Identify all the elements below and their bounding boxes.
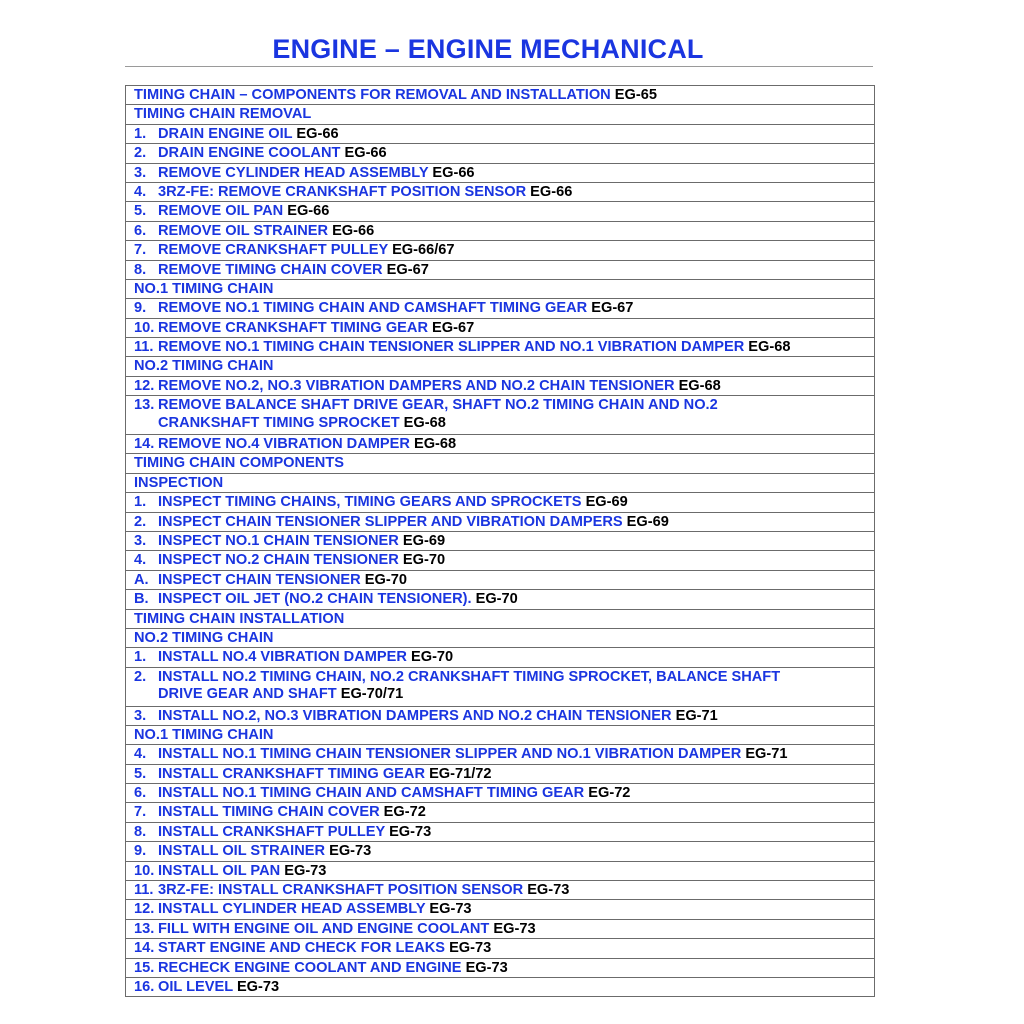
- toc-entry-number: 2.: [134, 668, 147, 685]
- toc-entry-line: [134, 843, 874, 860]
- toc-page-reference[interactable]: EG-66: [332, 222, 375, 239]
- toc-page-reference[interactable]: EG-66/67: [392, 242, 455, 259]
- toc-entry[interactable]: [126, 571, 874, 590]
- toc-entry-number: 3.: [134, 533, 147, 549]
- toc-entry-line: [134, 514, 874, 531]
- toc-page-reference[interactable]: EG-66: [287, 203, 330, 220]
- toc-entry-line: [134, 126, 874, 143]
- toc-entry-number: 15.: [134, 959, 155, 976]
- toc-entry-number: 14.: [134, 940, 155, 957]
- toc-entry-number: 2.: [134, 513, 147, 530]
- toc-entry-number: 6.: [134, 785, 147, 802]
- toc-entry-title: INSPECT TIMING CHAINS, TIMING GEARS AND SPROCKETS: [158, 494, 582, 511]
- toc-page-reference[interactable]: EG-69: [402, 533, 446, 549]
- toc-page-reference[interactable]: EG-73: [527, 882, 570, 899]
- toc-entry[interactable]: [126, 222, 874, 241]
- toc-entry-number: 1.: [134, 125, 147, 142]
- toc-page-reference[interactable]: EG-73: [284, 862, 327, 879]
- toc-entry-line: [134, 300, 874, 317]
- toc-entry-number: 13.: [134, 920, 155, 937]
- toc-entry-line: [134, 475, 874, 492]
- toc-entry-line: [134, 630, 874, 647]
- toc-entry-line: [134, 145, 874, 162]
- toc-entry-title: DRAIN ENGINE OIL: [158, 125, 293, 142]
- toc-entry[interactable]: [126, 125, 874, 144]
- toc-entry-line: [134, 979, 874, 996]
- toc-entry-title: DRAIN ENGINE COOLANT: [158, 145, 341, 162]
- toc-section-heading[interactable]: [126, 629, 874, 648]
- toc-entry[interactable]: [126, 377, 874, 396]
- toc-entry-line: [134, 184, 874, 201]
- toc-entry-number: 8.: [134, 823, 147, 840]
- toc-entry-line: [134, 203, 874, 220]
- toc-entry-line: [134, 106, 874, 123]
- toc-entry-title: INSTALL OIL STRAINER: [158, 843, 326, 860]
- toc-entry-title: REMOVE CRANKSHAFT PULLEY: [158, 242, 389, 259]
- toc-entry[interactable]: [126, 319, 874, 338]
- toc-section-heading[interactable]: [126, 474, 874, 493]
- toc-entry[interactable]: [126, 551, 874, 570]
- toc-entry-number: 11.: [134, 339, 154, 356]
- toc-page-reference[interactable]: EG-70/71: [340, 686, 404, 703]
- toc-page-reference[interactable]: EG-73: [389, 823, 432, 840]
- toc-entry-line: [134, 242, 874, 259]
- toc-entry-line: [134, 686, 874, 703]
- toc-page-reference[interactable]: EG-66: [432, 164, 475, 181]
- toc-entry-line: [134, 320, 874, 337]
- toc-entry-title: INSTALL CRANKSHAFT TIMING GEAR: [158, 765, 425, 782]
- toc-entry[interactable]: [126, 939, 874, 958]
- toc-entry-line: [134, 87, 874, 104]
- toc-entry-number: 9.: [134, 300, 147, 317]
- toc-entry-number: 2.: [134, 145, 147, 162]
- toc-entry-line: [134, 281, 874, 298]
- toc-entry-number: 8.: [134, 261, 147, 278]
- toc-entry-number: 11.: [134, 882, 154, 899]
- toc-entry[interactable]: [126, 648, 874, 667]
- toc-entry-title: INSTALL TIMING CHAIN COVER: [158, 804, 380, 821]
- toc-entry-number: 5.: [134, 203, 147, 220]
- toc-page-reference[interactable]: EG-70: [364, 571, 407, 588]
- toc-page-reference[interactable]: EG-66: [344, 145, 387, 162]
- toc-entry-title: TIMING CHAIN – COMPONENTS FOR REMOVAL AND INSTALLATION: [134, 87, 611, 103]
- toc-entry-number: 4.: [134, 183, 147, 200]
- toc-entry-line: [134, 262, 874, 279]
- toc-entry-title: FILL WITH ENGINE OIL AND ENGINE COOLANT: [158, 920, 490, 937]
- toc-page-reference[interactable]: EG-68: [403, 414, 446, 431]
- toc-entry-title-continued: DRIVE GEAR AND SHAFT: [158, 686, 337, 703]
- toc-entry[interactable]: [126, 144, 874, 163]
- toc-entry-title: NO.2 TIMING CHAIN: [134, 629, 274, 646]
- toc-page-reference[interactable]: EG-72: [588, 785, 631, 802]
- toc-page-reference[interactable]: EG-69: [626, 513, 669, 530]
- toc-entry-title: REMOVE NO.2, NO.3 VIBRATION DAMPERS AND NO.2 CHAIN TENSIONER: [158, 377, 675, 394]
- toc-page-reference[interactable]: EG-71: [675, 707, 718, 724]
- toc-entry-line: [134, 397, 874, 414]
- toc-entry[interactable]: [126, 862, 874, 881]
- toc-entry-line: [134, 669, 874, 686]
- toc-entry[interactable]: [126, 978, 874, 997]
- toc-page-reference[interactable]: EG-65: [614, 87, 657, 103]
- toc-entry-line: [134, 339, 874, 356]
- toc-page-reference[interactable]: EG-66: [530, 183, 573, 200]
- toc-entry-title: RECHECK ENGINE COOLANT AND ENGINE: [158, 959, 462, 976]
- toc-entry-line: [134, 649, 874, 666]
- toc-entry-number: 10.: [134, 862, 155, 879]
- toc-entry-title: INSPECTION: [134, 474, 224, 491]
- toc-entry-number: 1.: [134, 649, 147, 666]
- toc-page-reference[interactable]: EG-73: [329, 843, 372, 860]
- toc-page-reference[interactable]: EG-67: [386, 261, 429, 278]
- toc-entry-title: INSTALL NO.2 TIMING CHAIN, NO.2 CRANKSHAFT TIMING SPROCKET, BALANCE SHAFT: [158, 668, 781, 685]
- toc-entry[interactable]: [126, 396, 874, 435]
- toc-entry-title: INSTALL CYLINDER HEAD ASSEMBLY: [158, 901, 426, 918]
- toc-entry-line: [134, 552, 874, 569]
- toc-section-heading[interactable]: [126, 357, 874, 376]
- toc-entry-number: 9.: [134, 843, 147, 860]
- toc-entry-title: TIMING CHAIN INSTALLATION: [134, 610, 345, 627]
- toc-entry-title: REMOVE OIL STRAINER: [158, 222, 329, 239]
- toc-entry-title: REMOVE NO.1 TIMING CHAIN TENSIONER SLIPPER AND NO.1 VIBRATION DAMPER: [158, 339, 745, 356]
- toc-entry[interactable]: [126, 823, 874, 842]
- toc-entry-line: [134, 940, 874, 957]
- toc-entry-title: 3RZ-FE: INSTALL CRANKSHAFT POSITION SENSOR: [158, 882, 524, 899]
- toc-entry-title: REMOVE NO.4 VIBRATION DAMPER: [158, 436, 410, 453]
- toc-entry-title: START ENGINE AND CHECK FOR LEAKS: [158, 940, 446, 957]
- toc-page-reference[interactable]: EG-73: [429, 901, 472, 918]
- toc-entry-line: [134, 611, 874, 628]
- toc-entry[interactable]: [126, 493, 874, 512]
- toc-entry-number: 7.: [134, 804, 147, 821]
- toc-page-reference[interactable]: EG-70: [475, 591, 518, 608]
- toc-entry-number: 14.: [134, 436, 155, 453]
- toc-entry-line: [134, 901, 874, 918]
- toc-entry[interactable]: [126, 900, 874, 919]
- toc-entry-number: 12.: [134, 377, 155, 394]
- toc-page-reference[interactable]: EG-67: [591, 300, 634, 317]
- toc-entry-line: [134, 378, 874, 395]
- toc-entry[interactable]: [126, 338, 874, 357]
- toc-entry-title: INSTALL NO.2, NO.3 VIBRATION DAMPERS AND NO.2 CHAIN TENSIONER: [158, 707, 672, 724]
- table-of-contents: [125, 85, 875, 997]
- toc-page-reference[interactable]: EG-73: [493, 920, 536, 937]
- toc-entry-number: 13.: [134, 397, 155, 414]
- title-divider: [125, 66, 873, 67]
- toc-entry-number: A.: [134, 571, 149, 588]
- toc-section-heading[interactable]: [126, 726, 874, 745]
- toc-entry-title: INSPECT NO.2 CHAIN TENSIONER: [158, 552, 399, 569]
- toc-entry-line: [134, 533, 874, 550]
- toc-page-reference[interactable]: EG-72: [383, 804, 426, 821]
- toc-page-reference[interactable]: EG-66: [296, 125, 339, 142]
- toc-entry[interactable]: [126, 299, 874, 318]
- toc-entry-number: 3.: [134, 164, 147, 181]
- toc-entry-title-continued: CRANKSHAFT TIMING SPROCKET: [158, 414, 400, 431]
- toc-page-reference[interactable]: EG-70: [410, 649, 454, 666]
- toc-entry[interactable]: [126, 435, 874, 454]
- toc-entry-title: NO.2 TIMING CHAIN: [134, 358, 274, 375]
- toc-entry[interactable]: [126, 707, 874, 726]
- toc-page-reference[interactable]: EG-67: [432, 319, 475, 336]
- toc-entry-line: [134, 804, 874, 821]
- toc-entry-title: INSTALL CRANKSHAFT PULLEY: [158, 823, 386, 840]
- toc-entry-line: [134, 960, 874, 977]
- toc-entry-line: [134, 824, 874, 841]
- toc-page-reference[interactable]: EG-69: [585, 494, 628, 511]
- toc-entry-title: INSPECT OIL JET (NO.2 CHAIN TENSIONER).: [158, 591, 472, 608]
- toc-entry[interactable]: [126, 183, 874, 202]
- toc-entry[interactable]: [126, 959, 874, 978]
- toc-entry-title: REMOVE OIL PAN: [158, 203, 284, 220]
- toc-entry-line: [134, 358, 874, 375]
- toc-entry-title: INSTALL OIL PAN: [158, 862, 281, 879]
- toc-entry-number: 4.: [134, 552, 147, 569]
- toc-section-heading[interactable]: [126, 610, 874, 629]
- toc-entry-line: [134, 863, 874, 880]
- toc-entry-line: [134, 415, 874, 432]
- toc-page-reference[interactable]: EG-73: [236, 979, 280, 995]
- toc-entry[interactable]: [126, 241, 874, 260]
- toc-page-reference[interactable]: EG-71: [745, 746, 788, 763]
- toc-page-reference[interactable]: EG-68: [413, 436, 457, 453]
- toc-entry-line: [134, 455, 874, 472]
- toc-section-heading[interactable]: [126, 454, 874, 473]
- toc-entry-line: [134, 727, 874, 744]
- toc-entry[interactable]: [126, 745, 874, 764]
- toc-entry[interactable]: [126, 532, 874, 551]
- toc-entry-line: [134, 785, 874, 802]
- toc-section-heading[interactable]: [126, 280, 874, 299]
- toc-entry-number: 5.: [134, 765, 147, 782]
- toc-page-reference[interactable]: EG-68: [678, 377, 721, 394]
- toc-entry-number: 6.: [134, 222, 147, 239]
- toc-entry-number: 12.: [134, 901, 155, 918]
- toc-entry-number: 3.: [134, 707, 147, 724]
- toc-entry-title: REMOVE CRANKSHAFT TIMING GEAR: [158, 319, 428, 336]
- toc-entry-line: [134, 882, 874, 899]
- toc-entry-number: 1.: [134, 494, 147, 511]
- toc-page-reference[interactable]: EG-70: [402, 552, 446, 569]
- toc-entry[interactable]: [126, 803, 874, 822]
- toc-entry-title: REMOVE NO.1 TIMING CHAIN AND CAMSHAFT TIMING GEAR: [158, 300, 588, 317]
- toc-entry-line: [134, 223, 874, 240]
- toc-entry-title: INSPECT CHAIN TENSIONER SLIPPER AND VIBRATION DAMPERS: [158, 513, 623, 530]
- toc-entry-line: [134, 766, 874, 783]
- toc-entry-line: [134, 746, 874, 763]
- toc-section-heading[interactable]: [126, 86, 874, 105]
- toc-entry-title: OIL LEVEL: [158, 979, 233, 995]
- toc-entry-line: [134, 436, 874, 453]
- toc-entry-title: INSTALL NO.1 TIMING CHAIN TENSIONER SLIPPER AND NO.1 VIBRATION DAMPER: [158, 746, 742, 763]
- toc-page-reference[interactable]: EG-73: [465, 959, 508, 976]
- toc-entry[interactable]: [126, 590, 874, 609]
- toc-page-reference[interactable]: EG-73: [449, 940, 492, 957]
- toc-entry[interactable]: [126, 202, 874, 221]
- toc-entry-title: NO.1 TIMING CHAIN: [134, 726, 274, 743]
- toc-entry-title: NO.1 TIMING CHAIN: [134, 280, 274, 297]
- toc-entry-title: REMOVE BALANCE SHAFT DRIVE GEAR, SHAFT NO.2 TIMING CHAIN AND NO.2: [158, 397, 718, 414]
- toc-entry-line: [134, 165, 874, 182]
- toc-entry-line: [134, 708, 874, 725]
- toc-entry[interactable]: [126, 920, 874, 939]
- toc-entry[interactable]: [126, 261, 874, 280]
- page-title: ENGINE – ENGINE MECHANICAL: [272, 34, 704, 64]
- toc-entry-line: [134, 572, 874, 589]
- toc-entry[interactable]: [126, 164, 874, 183]
- toc-entry-title: INSTALL NO.4 VIBRATION DAMPER: [158, 649, 407, 666]
- toc-entry-line: [134, 591, 874, 608]
- toc-entry-title: TIMING CHAIN COMPONENTS: [134, 455, 344, 472]
- toc-section-heading[interactable]: [126, 105, 874, 124]
- toc-entry-line: [134, 494, 874, 511]
- toc-entry-number: 4.: [134, 746, 147, 763]
- toc-entry-title: INSPECT NO.1 CHAIN TENSIONER: [158, 533, 399, 549]
- toc-entry-title: REMOVE TIMING CHAIN COVER: [158, 261, 383, 278]
- toc-entry-line: [134, 921, 874, 938]
- toc-entry-title: 3RZ-FE: REMOVE CRANKSHAFT POSITION SENSOR: [158, 183, 527, 200]
- toc-entry[interactable]: [126, 513, 874, 532]
- toc-entry[interactable]: [126, 842, 874, 861]
- toc-entry-number: 10.: [134, 319, 155, 336]
- toc-entry[interactable]: [126, 668, 874, 707]
- toc-entry-number: 16.: [134, 979, 155, 995]
- toc-entry-title: INSTALL NO.1 TIMING CHAIN AND CAMSHAFT TIMING GEAR: [158, 785, 585, 802]
- toc-entry[interactable]: [126, 881, 874, 900]
- toc-entry-number: B.: [134, 591, 149, 608]
- toc-entry-title: INSPECT CHAIN TENSIONER: [158, 571, 361, 588]
- toc-entry-number: 7.: [134, 242, 147, 259]
- toc-entry-title: REMOVE CYLINDER HEAD ASSEMBLY: [158, 164, 429, 181]
- toc-entry-title: TIMING CHAIN REMOVAL: [134, 106, 312, 123]
- toc-page-reference[interactable]: EG-68: [748, 339, 791, 356]
- toc-entry[interactable]: [126, 765, 874, 784]
- toc-page-reference[interactable]: EG-71/72: [429, 765, 492, 782]
- toc-entry[interactable]: [126, 784, 874, 803]
